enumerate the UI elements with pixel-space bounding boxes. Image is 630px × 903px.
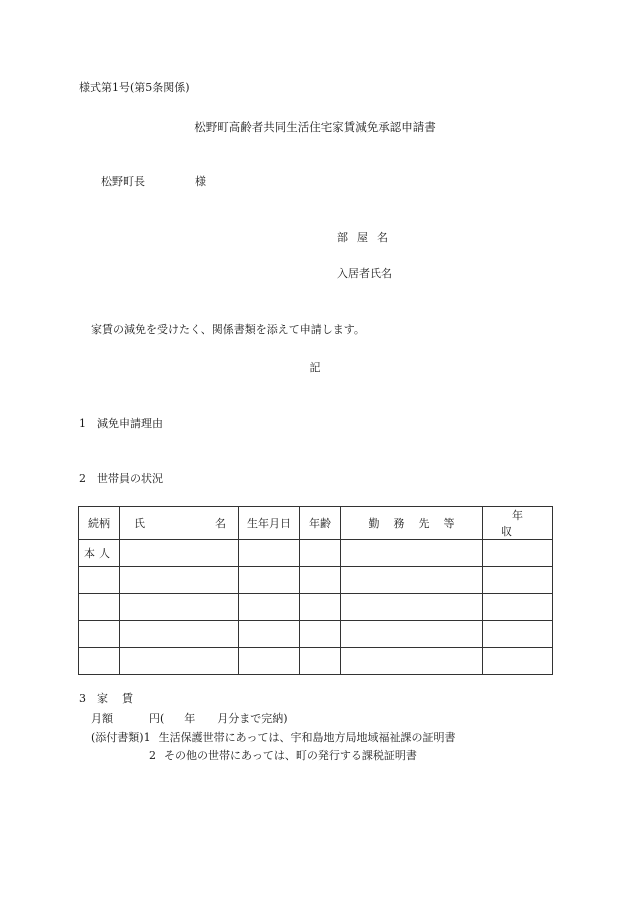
cell-name[interactable] [120,540,239,567]
cell-age[interactable] [300,648,341,675]
cell-age[interactable] [300,540,341,567]
section-label: 家賃 [97,692,147,705]
resident-name-label: 入居者氏名 [337,267,392,280]
cell-dob[interactable] [239,621,300,648]
cell-relation[interactable]: 本人 [79,540,120,567]
table-row [79,648,553,675]
cell-relation[interactable] [79,621,120,648]
request-statement: 家賃の減免を受けたく、関係書類を添えて申請します。 [91,323,365,336]
year-label: 年 [184,712,196,725]
header-name-right: 名 [215,517,226,530]
section-reason [79,418,163,429]
addressee-honorific: 様 [195,175,206,188]
cell-income[interactable] [483,540,553,567]
attachment-text: 生活保護世帯にあっては、宇和島地方局地域福祉課の証明書 [158,731,456,744]
monthly-label: 月額 [91,712,113,725]
month-paid-label: 月分まで完納) [217,712,288,725]
table-row [79,540,553,567]
attachment-number: 1 [143,731,151,744]
household-table [78,506,553,675]
section-number: 2 [79,472,86,485]
yen-label: 円( [149,712,165,725]
cell-workplace[interactable] [341,540,483,567]
header-name [120,507,239,540]
header-workplace-label: 勤務先等 [368,517,469,530]
cell-name[interactable] [120,648,239,675]
section-label: 減免申請理由 [97,417,163,430]
cell-workplace[interactable] [341,621,483,648]
addressee-name: 松野町長 [101,175,145,188]
room-name-label: 部屋名 [337,231,397,244]
section-rent [79,693,147,704]
section-number: 3 [79,692,86,705]
section-label: 世帯員の状況 [97,472,163,485]
attachment-number: 2 [149,749,156,762]
document-title: 松野町高齢者共同生活住宅家賃減免承認申請書 [194,120,436,134]
section-number: 1 [79,417,86,430]
cell-name[interactable] [120,594,239,621]
header-relation: 続柄 [79,507,120,540]
cell-income[interactable] [483,621,553,648]
cell-workplace[interactable] [341,648,483,675]
attachments-label: (添付書類) [91,731,144,744]
cell-income[interactable] [483,648,553,675]
header-workplace [341,507,483,540]
attachment-item-2 [149,750,417,761]
table-header-row [79,507,553,540]
header-name-left: 氏 [134,517,145,530]
cell-dob[interactable] [239,567,300,594]
section-household [79,473,163,484]
header-age: 年齢 [300,507,341,540]
table-row [79,621,553,648]
header-income [483,507,553,540]
cell-age[interactable] [300,621,341,648]
cell-income[interactable] [483,567,553,594]
cell-workplace[interactable] [341,594,483,621]
cell-age[interactable] [300,567,341,594]
cell-dob[interactable] [239,594,300,621]
cell-name[interactable] [120,567,239,594]
cell-workplace[interactable] [341,567,483,594]
table-row [79,594,553,621]
cell-dob[interactable] [239,648,300,675]
monthly-rent-line [91,713,288,724]
attachment-item-1 [91,732,455,743]
ki-heading: 記 [309,361,321,374]
cell-dob[interactable] [239,540,300,567]
cell-age[interactable] [300,594,341,621]
cell-relation[interactable] [79,594,120,621]
header-income-label: 年収 [501,509,545,538]
table-row [79,567,553,594]
attachment-text: その他の世帯にあっては、町の発行する課税証明書 [164,749,417,762]
cell-relation[interactable] [79,567,120,594]
header-dob: 生年月日 [239,507,300,540]
form-number: 様式第1号(第5条関係) [79,81,190,94]
cell-name[interactable] [120,621,239,648]
cell-relation[interactable] [79,648,120,675]
cell-income[interactable] [483,594,553,621]
